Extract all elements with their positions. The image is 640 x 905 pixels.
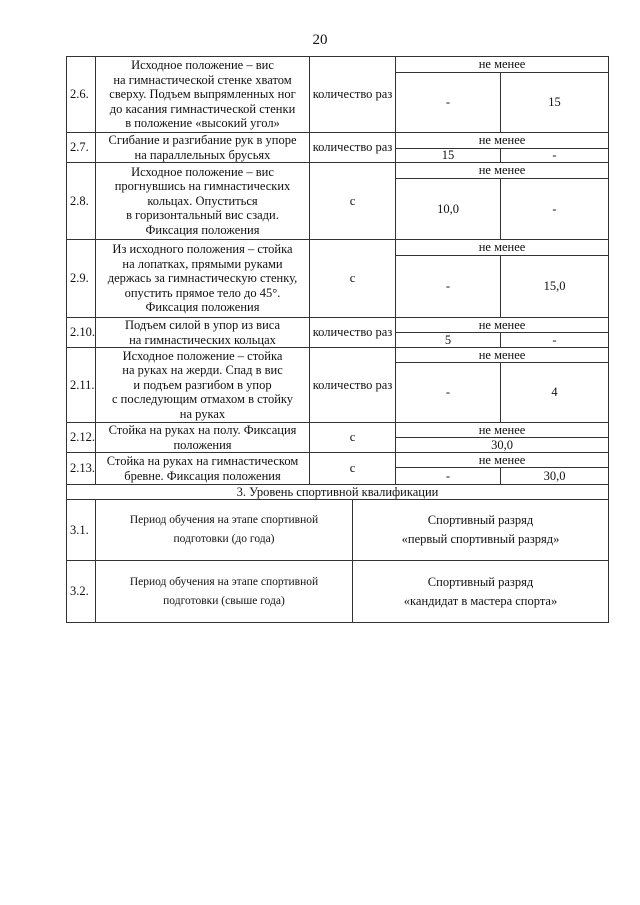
period-description xyxy=(96,500,353,560)
text-line: на руках на жерди. Спад в вис xyxy=(122,363,283,378)
text-line: Стойка на руках на полу. Фиксация xyxy=(108,423,297,437)
unit: количество раз xyxy=(310,318,396,348)
text-line: Спортивный разряд xyxy=(427,574,534,589)
exercise-description xyxy=(96,57,310,133)
table-row xyxy=(67,423,609,438)
unit: с xyxy=(310,163,396,240)
text-line: на лопатках, прямыми руками xyxy=(122,256,283,271)
row-number: 3.2. xyxy=(67,561,96,623)
exercise-description xyxy=(96,318,310,348)
text-line: Из исходного положения – стойка xyxy=(112,242,293,257)
text-line: в горизонтальный вис сзади. xyxy=(126,208,279,223)
page-number: 20 xyxy=(312,32,328,48)
value-2: 15,0 xyxy=(501,256,609,318)
exercise-description xyxy=(96,453,310,485)
value-2: 30,0 xyxy=(501,468,609,485)
sport-rank xyxy=(353,500,608,560)
value-1: - xyxy=(396,256,501,318)
text-line: опустить прямое тело до 45°. xyxy=(124,285,281,300)
text-line: Исходное положение – вис xyxy=(131,164,274,179)
text-line: на руках xyxy=(179,406,226,421)
text-line: подготовки (до года) xyxy=(173,533,275,545)
text-line: сверху. Подъем выпрямленных ног xyxy=(109,87,296,102)
period-description xyxy=(96,561,353,622)
text-line: с последующим отмахом в стойку xyxy=(111,392,294,407)
value-2: 15 xyxy=(501,73,609,133)
not-less-label: не менее xyxy=(396,240,609,256)
row-number: 2.10. xyxy=(67,318,96,348)
unit: с xyxy=(310,423,396,453)
qualification-split xyxy=(96,561,608,622)
text-line: держась за гимнастическую стенку, xyxy=(107,271,298,286)
exercise-description xyxy=(96,348,310,423)
row-number: 2.6. xyxy=(67,57,96,133)
value-1: - xyxy=(396,73,501,133)
unit: количество раз xyxy=(310,133,396,163)
text-line: Подъем силой в упор из виса xyxy=(124,318,281,332)
text-line: до касания гимнастической стенки xyxy=(109,101,296,116)
text-line: положения xyxy=(173,437,232,452)
exercise-description xyxy=(96,240,310,318)
sport-rank xyxy=(353,561,608,622)
value-1: 5 xyxy=(396,333,501,348)
text-line: на гимнастической стенке хватом xyxy=(113,72,292,87)
text-line: кольцах. Опуститься xyxy=(147,193,258,208)
qualification-cell xyxy=(96,561,609,623)
text-line: Исходное положение – вис xyxy=(131,58,274,73)
table-row xyxy=(67,348,609,363)
text-line: на параллельных брусьях xyxy=(134,147,271,162)
text-line: Исходное положение – стойка xyxy=(122,348,283,363)
text-line: на гимнастических кольцах xyxy=(129,332,276,347)
not-less-label: не менее xyxy=(396,348,609,363)
text-line: подготовки (свыше года) xyxy=(163,594,285,607)
qualification-cell xyxy=(96,500,609,561)
text-line: «первый спортивный разряд» xyxy=(401,532,560,546)
section-header-row xyxy=(67,485,609,500)
text-line: Фиксация положения xyxy=(145,300,260,315)
text-line: и подъем разгибом в упор xyxy=(133,377,272,392)
table-row xyxy=(67,500,609,561)
unit: количество раз xyxy=(310,57,396,133)
table-row xyxy=(67,453,609,468)
unit: с xyxy=(310,453,396,485)
section-title: 3. Уровень спортивной квалификации xyxy=(67,485,609,500)
value-2: - xyxy=(501,333,609,348)
value-1: - xyxy=(396,468,501,485)
row-number: 2.7. xyxy=(67,133,96,163)
not-less-label: не менее xyxy=(396,163,609,179)
unit: количество раз xyxy=(310,348,396,423)
table-row xyxy=(67,163,609,179)
text-line: прогнувшись на гимнастических xyxy=(114,179,291,194)
text-line: Стойка на руках на гимнастическом xyxy=(106,454,299,468)
table-row xyxy=(67,318,609,333)
not-less-label: не менее xyxy=(396,423,609,438)
qualification-split xyxy=(96,500,608,560)
not-less-label: не менее xyxy=(396,318,609,333)
value-1: - xyxy=(396,363,501,423)
text-line: Сгибание и разгибание рук в упоре xyxy=(108,133,297,147)
table-row xyxy=(67,133,609,149)
not-less-label: не менее xyxy=(396,453,609,468)
table-row xyxy=(67,561,609,623)
value-2: - xyxy=(501,179,609,240)
text-line: Фиксация положения xyxy=(145,222,260,237)
row-number: 2.13. xyxy=(67,453,96,485)
value-2: 4 xyxy=(501,363,609,423)
value-merged: 30,0 xyxy=(396,438,609,453)
value-2: - xyxy=(501,149,609,163)
exercise-description xyxy=(96,423,310,453)
row-number: 2.12. xyxy=(67,423,96,453)
table-row xyxy=(67,240,609,256)
text-line: «кандидат в мастера спорта» xyxy=(403,593,558,608)
row-number: 2.8. xyxy=(67,163,96,240)
text-line: бревне. Фиксация положения xyxy=(124,468,281,483)
not-less-label: не менее xyxy=(396,57,609,73)
text-line: Спортивный разряд xyxy=(427,513,534,527)
value-1: 15 xyxy=(396,149,501,163)
exercise-description xyxy=(96,163,310,240)
row-number: 2.11. xyxy=(67,348,96,423)
not-less-label: не менее xyxy=(396,133,609,149)
text-line: Период обучения на этапе спортивной xyxy=(129,514,319,526)
standards-table xyxy=(66,56,609,623)
row-number: 3.1. xyxy=(67,500,96,561)
text-line: в положение «высокий угол» xyxy=(125,116,280,131)
exercise-description xyxy=(96,133,310,163)
table-row xyxy=(67,57,609,73)
row-number: 2.9. xyxy=(67,240,96,318)
unit: с xyxy=(310,240,396,318)
text-line: Период обучения на этапе спортивной xyxy=(129,575,319,588)
value-1: 10,0 xyxy=(396,179,501,240)
